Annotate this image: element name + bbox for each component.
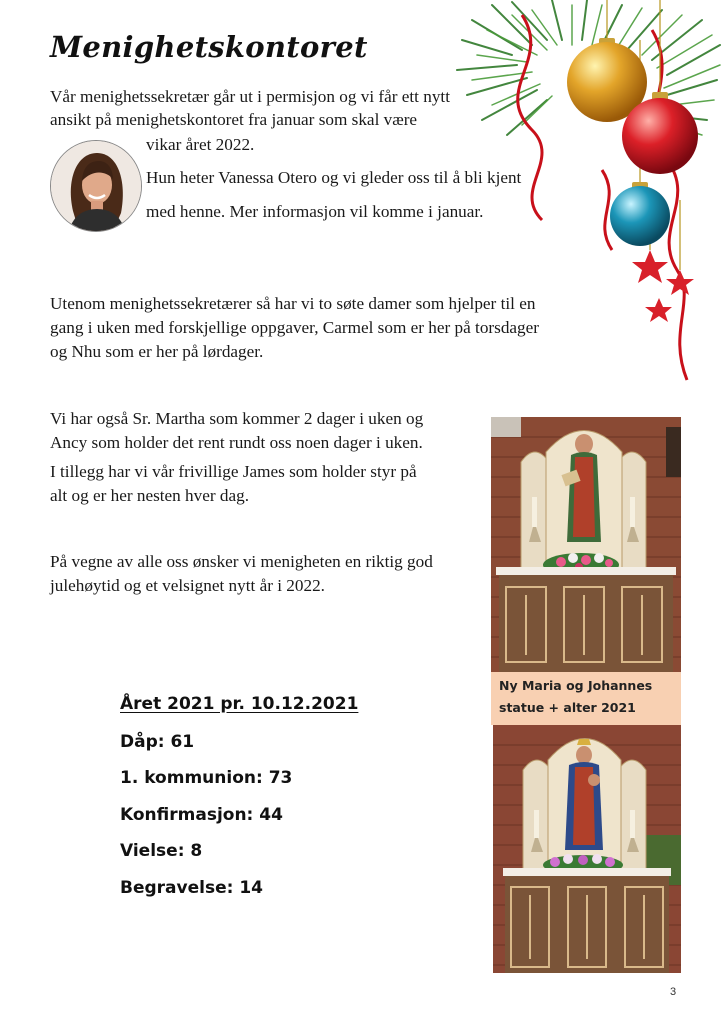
page-number: 3 bbox=[670, 986, 677, 998]
intro-line-1: Vår menighetssekretær går ut i permisjon og vi får ett nytt bbox=[50, 87, 450, 106]
stats-heading: Året 2021 pr. 10.12.2021 bbox=[120, 694, 359, 714]
others-line-2: Ancy som holder det rent rundt oss noen dager i uken. bbox=[50, 433, 423, 452]
caption-line-2: statue + alter 2021 bbox=[499, 700, 636, 715]
page-title: Menighetskontoret bbox=[50, 30, 368, 64]
caption-line-1: Ny Maria og Johannes bbox=[499, 678, 653, 693]
greeting-line-2: julehøytid og et velsignet nytt år i 2022. bbox=[50, 576, 325, 595]
helpers-line-1: Utenom menighetssekretærer så har vi to søte damer som hjelper til en bbox=[50, 294, 536, 313]
intro-line-5: med henne. Mer informasjon vil komme i januar. bbox=[146, 202, 484, 221]
others-line-1: Vi har også Sr. Martha som kommer 2 dager i uken og bbox=[50, 409, 424, 428]
intro-line-4: Hun heter Vanessa Otero og vi gleder oss til å bli kjent bbox=[146, 168, 522, 187]
others-line-3: I tillegg har vi vår frivillige James som holder styr på bbox=[50, 462, 417, 481]
photo-john-statue-altar bbox=[491, 417, 681, 672]
greeting-line-1: På vegne av alle oss ønsker vi menigheten en riktig god bbox=[50, 552, 433, 571]
others-line-4: alt og er her nesten hver dag. bbox=[50, 486, 250, 505]
helpers-line-3: og Nhu som er her på lørdager. bbox=[50, 342, 264, 361]
stats-item-confirmation: Konfirmasjon: 44 bbox=[120, 805, 283, 825]
intro-line-2: ansikt på menighetskontoret fra januar som skal være bbox=[50, 110, 418, 129]
helpers-line-2: gang i uken med forskjellige oppgaver, Carmel som er her på torsdager bbox=[50, 318, 539, 337]
stats-item-communion: 1. kommunion: 73 bbox=[120, 768, 293, 788]
photo-mary-statue-altar bbox=[493, 725, 681, 973]
avatar bbox=[50, 140, 142, 232]
stats-item-wedding: Vielse: 8 bbox=[120, 841, 203, 861]
intro-line-3: vikar året 2022. bbox=[146, 135, 255, 154]
photo-caption bbox=[491, 672, 681, 725]
stats-item-baptism: Dåp: 61 bbox=[120, 732, 195, 752]
stats-item-funeral: Begravelse: 14 bbox=[120, 878, 263, 898]
portrait-image bbox=[51, 141, 141, 231]
